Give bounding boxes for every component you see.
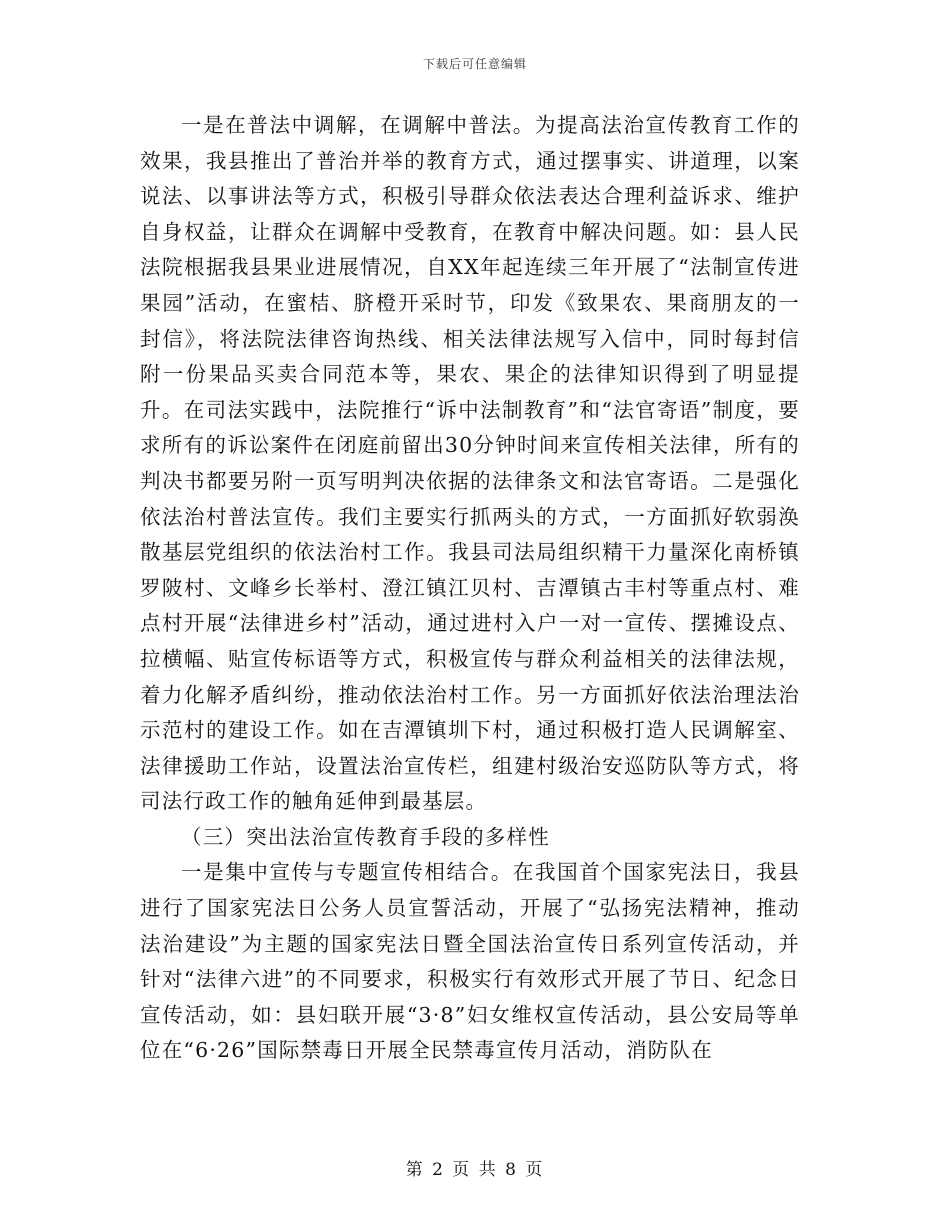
section-heading: （三）突出法治宣传教育手段的多样性 [181, 824, 550, 849]
header-note: 下载后可任意编辑 [422, 57, 527, 71]
page-number: 第 2 页 共 8 页 [405, 1160, 545, 1180]
paragraph: 一是在普法中调解，在调解中普法。为提高法治宣传教育工作的效果，我县推出了普治并举的教育方式，通过摆事实、讲道理，以案说法、以事讲法等方式，积极引导群众依法表达合理利益诉求、维护自身权益，让群众在调解中受教育，在教育中解决问题。如：县人民法院根据我县果业进展情况，自XX年起连续三年开展了“法制宣传进果园”活动，在蜜桔、脐橙开采时节，印发《致果农、果商朋友的一封信》，将法院法律咨询热线、相关法律法规写入信中，同时每封信附一份果品买卖合同范本等，果农、果企的法律知识得到了明显提升。在司法实践中，法院推行“诉中法制教育”和“法官寄语”制度，要求所有的诉讼案件在闭庭前留出30分钟时间来宣传相关法律，所有的判决书都要另附一页写明判决依据的法律条文和法官寄语。二是强化依法治村普法宣传。我们主要实行抓两头的方式，一方面抓好软弱涣散基层党组织的依法治村工作。我县司法局组织精干力量深化南桥镇罗陂村、文峰乡长举村、澄江镇江贝村、吉潭镇古丰村等重点村、难点村开展“法律进乡村”活动，通过进村入户一对一宣传、摆摊设点、拉横幅、贴宣传标语等方式，积极宣传与群众利益相关的法律法规，着力化解矛盾纠纷，推动依法治村工作。另一方面抓好依法治理法治示范村的建设工作。如在吉潭镇圳下村，通过积极打造人民调解室、法律援助工作站，设置法治宣传栏，组建村级治安巡防队等方式，将司法行政工作的触角延伸到最基层。 [140, 113, 800, 814]
document-body [140, 108, 800, 1069]
paragraph: 一是集中宣传与专题宣传相结合。在我国首个国家宪法日，我县进行了国家宪法日公务人员宣誓活动，开展了“弘扬宪法精神，推动法治建设”为主题的国家宪法日暨全国法治宣传日系列宣传活动，并针对“法律六进”的不同要求，积极实行有效形式开展了节日、纪念日宣传活动，如：县妇联开展“3·8”妇女维权宣传活动，县公安局等单位在“6·26”国际禁毒日开展全民禁毒宣传月活动，消防队在 [140, 860, 800, 1063]
